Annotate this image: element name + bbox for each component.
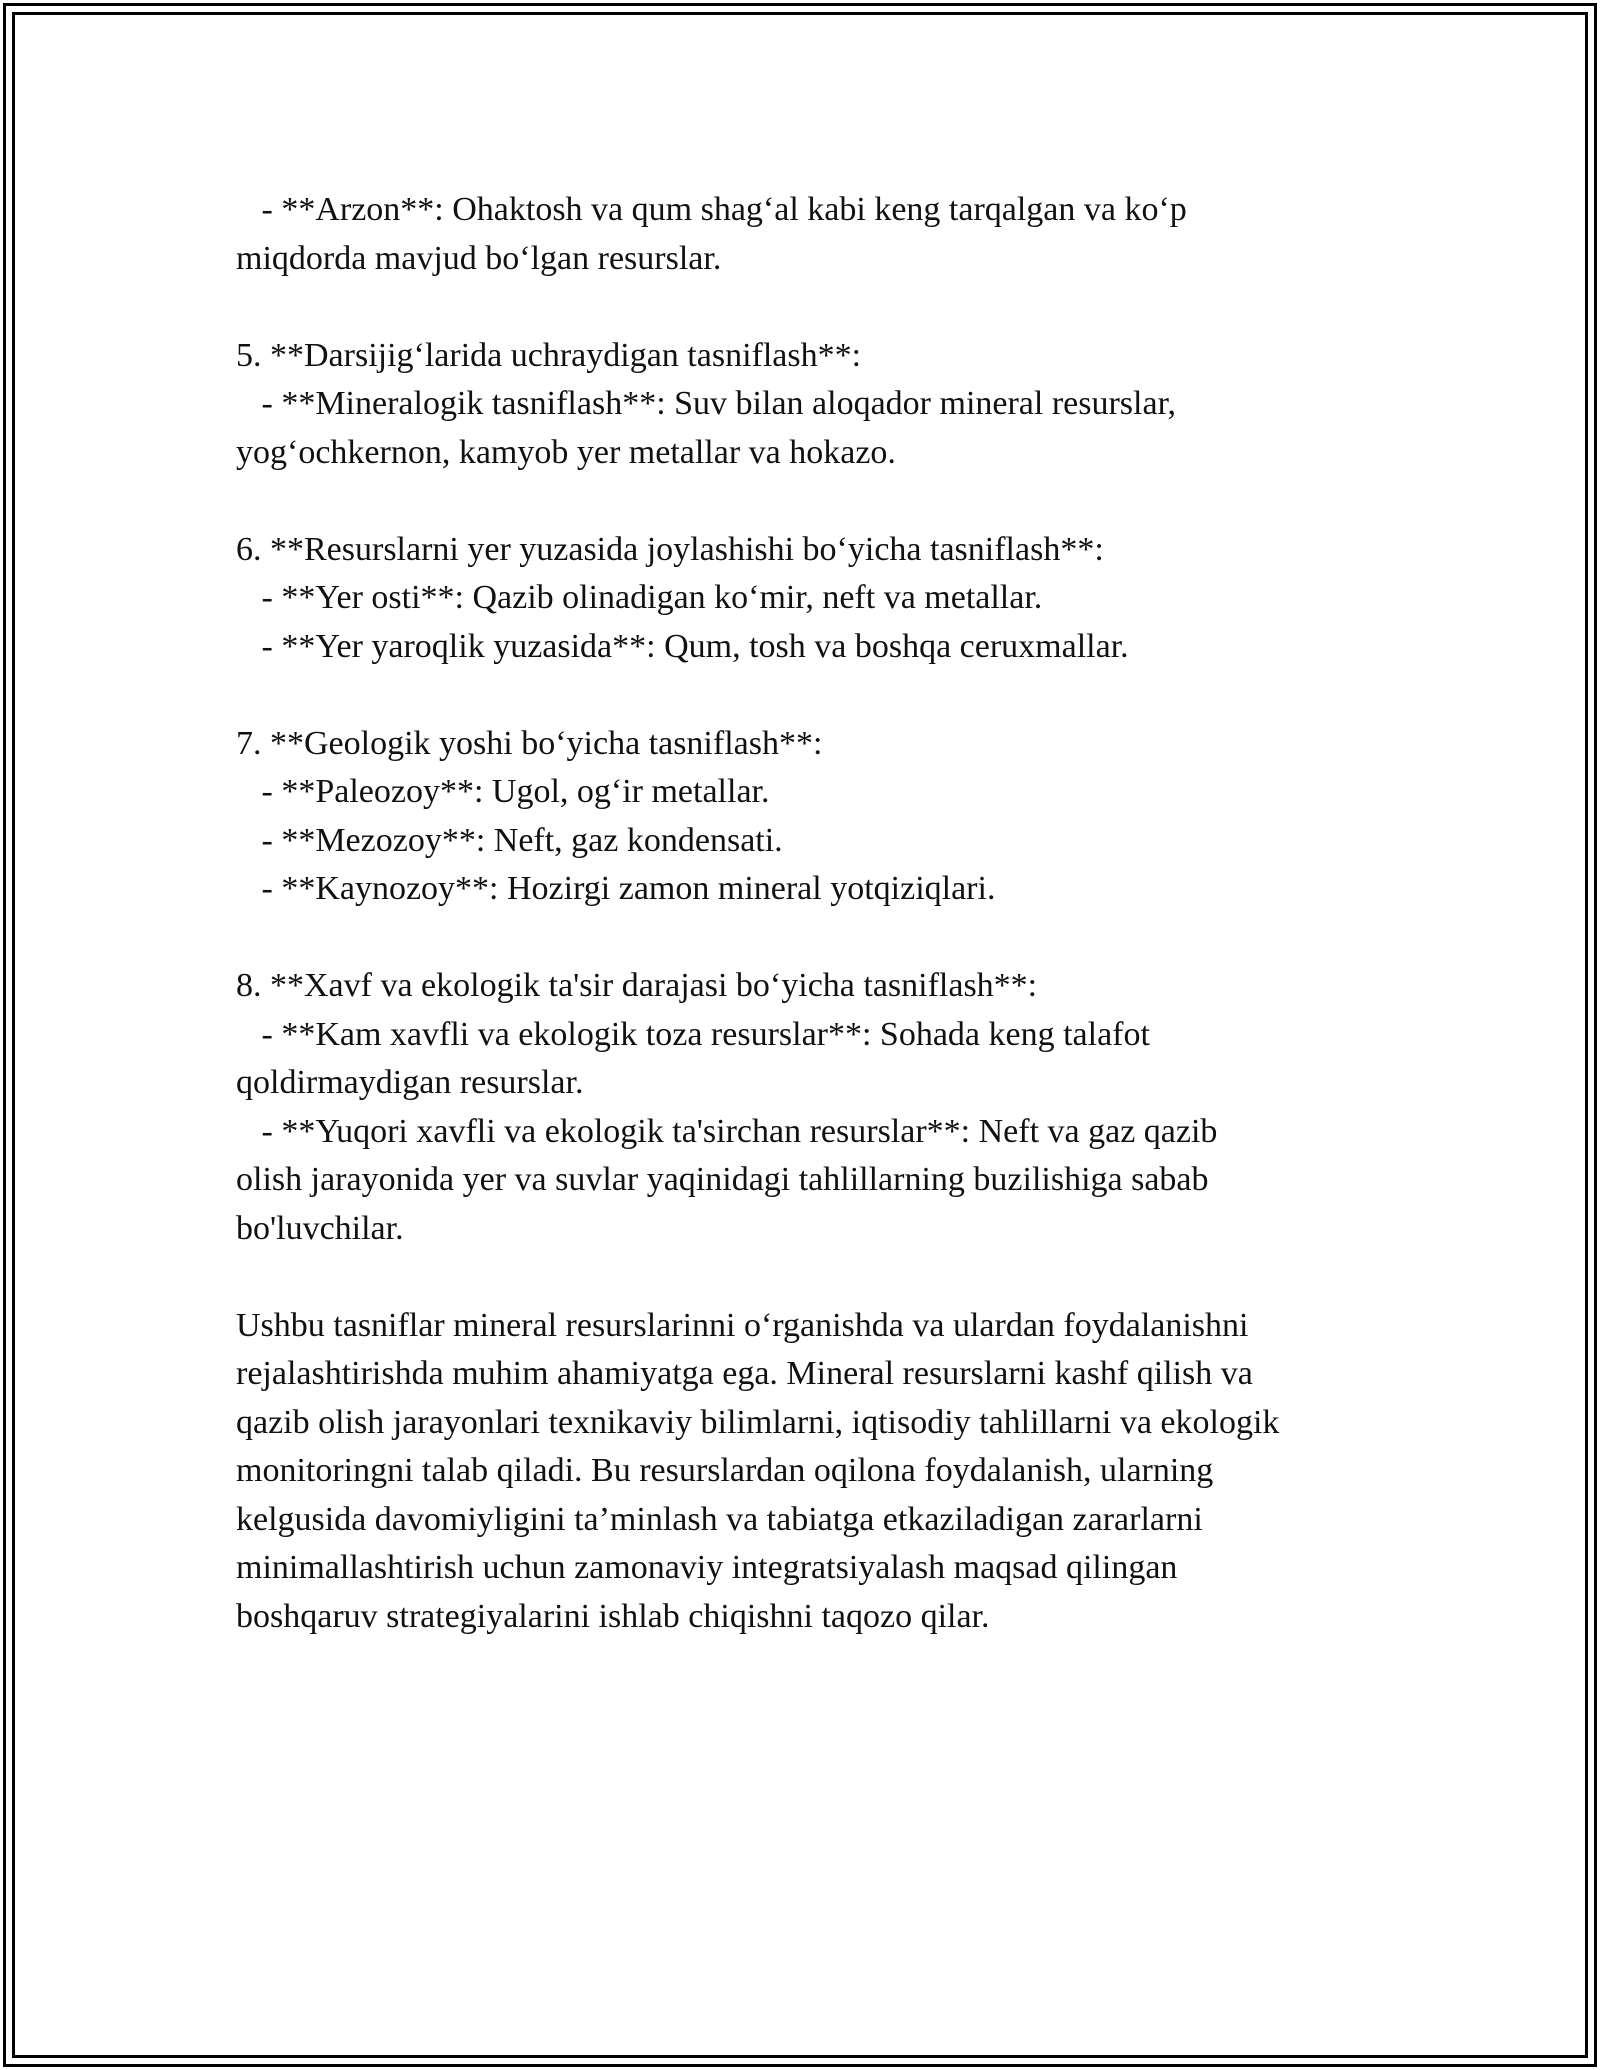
text-line: olish jarayonida yer va suvlar yaqinidagi tahlillarning buzilishiga sabab xyxy=(236,1161,1209,1198)
blank-line xyxy=(236,1253,1396,1302)
text-line: bo'luvchilar. xyxy=(236,1209,404,1247)
summary-line: rejalashtirishda muhim ahamiyatga ega. Mineral resurslarni kashf qilish va xyxy=(236,1355,1253,1392)
summary-line: kelgusida davomiyligini ta’minlash va tabiatga etkaziladigan zararlarni xyxy=(236,1500,1203,1538)
text-line: - **Arzon**: Ohaktosh va qum shag‘al kabi keng tarqalgan va ko‘p xyxy=(236,191,1187,228)
document-body xyxy=(236,186,1396,1641)
blank-line xyxy=(236,671,1396,720)
text-line: - **Yer osti**: Qazib olinadigan ko‘mir, neft va metallar. xyxy=(236,579,1043,616)
summary-line: boshqaruv strategiyalarini ishlab chiqishni taqozo qilar. xyxy=(236,1597,990,1635)
text-line: - **Paleozoy**: Ugol, og‘ir metallar. xyxy=(236,773,770,810)
blank-line xyxy=(236,914,1396,963)
text-line: - **Yer yaroqlik yuzasida**: Qum, tosh va boshqa ceruxmallar. xyxy=(236,627,1129,665)
text-line: yog‘ochkernon, kamyob yer metallar va hokazo. xyxy=(236,433,896,471)
text-line: - **Mezozoy**: Neft, gaz kondensati. xyxy=(236,821,783,859)
section-heading: 5. **Darsijig‘larida uchraydigan tasniflash**: xyxy=(236,336,862,374)
blank-line xyxy=(236,477,1396,526)
text-line: - **Kaynozoy**: Hozirgi zamon mineral yotqiziqlari. xyxy=(236,870,996,907)
text-line: - **Kam xavfli va ekologik toza resurslar**: Sohada keng talafot xyxy=(236,1015,1150,1053)
section-heading: 7. **Geologik yoshi bo‘yicha tasniflash**: xyxy=(236,724,823,762)
text-line: miqdorda mavjud bo‘lgan resurslar. xyxy=(236,239,722,277)
summary-line: qazib olish jarayonlari texnikaviy bilimlarni, iqtisodiy tahlillarni va ekologik xyxy=(236,1403,1280,1441)
text-line: - **Mineralogik tasniflash**: Suv bilan aloqador mineral resurslar, xyxy=(236,385,1177,422)
text-line: - **Yuqori xavfli va ekologik ta'sirchan resurslar**: Neft va gaz qazib xyxy=(236,1112,1218,1150)
summary-line: Ushbu tasniflar mineral resurslarinni o‘rganishda va ulardan foydalanishni xyxy=(236,1306,1249,1344)
text-line: qoldirmaydigan resurslar. xyxy=(236,1064,584,1101)
section-heading: 6. **Resurslarni yer yuzasida joylashishi bo‘yicha tasniflash**: xyxy=(236,530,1104,568)
summary-line: monitoringni talab qiladi. Bu resurslardan oqilona foydalanish, ularning xyxy=(236,1452,1214,1489)
summary-line: minimallashtirish uchun zamonaviy integratsiyalash maqsad qilingan xyxy=(236,1549,1178,1586)
blank-line xyxy=(236,283,1396,332)
section-heading: 8. **Xavf va ekologik ta'sir darajasi bo‘yicha tasniflash**: xyxy=(236,967,1038,1004)
